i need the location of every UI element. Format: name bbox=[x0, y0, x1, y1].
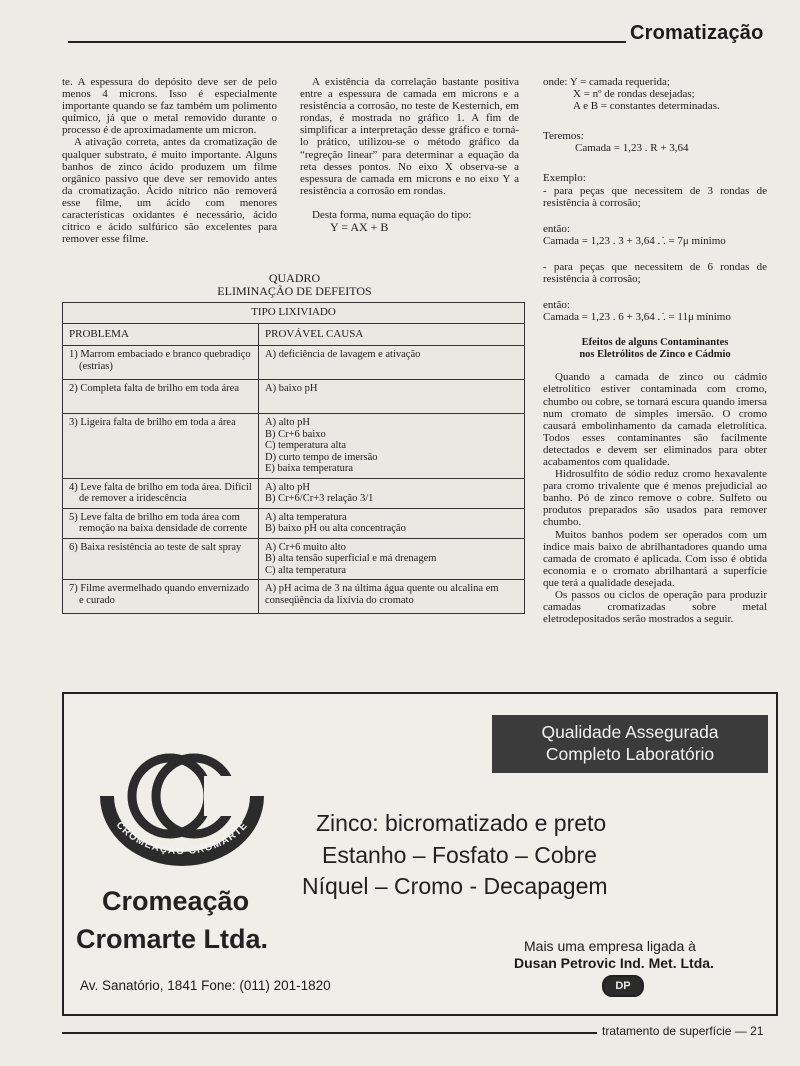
banner-line: Qualidade Assegurada bbox=[541, 722, 719, 742]
cause-item: B) alta tensão superficial e má drenagem bbox=[265, 553, 437, 564]
defects-table bbox=[62, 302, 525, 614]
problem-cell bbox=[63, 478, 259, 508]
table-row bbox=[63, 508, 525, 538]
calc-line: Camada = 1,23 . 6 + 3,64 . ̇. = 11μ mínimo bbox=[543, 311, 731, 324]
cause-item: B) baixo pH ou alta concentração bbox=[265, 523, 406, 534]
cause-item: C) temperatura alta bbox=[265, 440, 347, 451]
text-column-3 bbox=[543, 76, 767, 625]
equation: Y = AX + B bbox=[330, 220, 389, 235]
cause-item: A) alto pH bbox=[265, 481, 310, 493]
table-row bbox=[63, 346, 525, 380]
paragraph: Os passos ou ciclos de operação para produzir camadas cromatizadas sobre metal eletrodepositados serão mostrados a seguir. bbox=[543, 589, 767, 626]
cause-item: B) Cr+6 baixo bbox=[265, 428, 326, 440]
entao-label: então: bbox=[543, 222, 570, 235]
quality-banner bbox=[492, 715, 768, 773]
column-header-problema: PROBLEMA bbox=[63, 323, 259, 346]
cause-item: A) Cr+6 muito alto bbox=[265, 541, 346, 553]
paragraph: A existência da correlação bastante positiva entre a espessura de camada em microns e a resistência a corrosão, no teste de Kesternich, em rondas, é mostrada no gráfico 1. A fim de simplificar a interpretação desse gráfico e torná-lo prático, utilizou-se o método gráfico da “regreção linear” para determinar a equação da reta desses pontos. No eixo X observa-se a espessura de camada em microns e no eixo Y a resistência a corrosão em rondas. bbox=[300, 76, 519, 197]
problem-cell bbox=[63, 346, 259, 380]
paragraph: Muitos banhos podem ser operados com um índice mais baixo de abrilhantadores quando uma camada de cromato é aplicada. Com isso é obtida economia e o cromato abrilhantará a superfície que terá a qualidade desejada. bbox=[543, 528, 767, 589]
paragraph: Quando a camada de zinco ou cádmio eletrolítico estiver contaminada com cromo, chumbo ou cobre, se tornará escura quando imersa num cromato de simples imersão. O cromo causará embolinhamento da camada eletrolítica. Todos esses contaminantes são facilmente detectados e devem ser eliminados para obter acabamentos com qualidade. bbox=[543, 371, 767, 468]
problem-cell bbox=[63, 508, 259, 538]
problem-cell bbox=[63, 538, 259, 580]
table-group-header: TIPO LIXIVIADO bbox=[63, 303, 525, 324]
paragraph: te. A espessura do depósito deve ser de pelo menos 4 microns. Isso é especialmente importante quando se faz também um polimento químico, já que o metal removido durante o processo é de aproximadamente um micron. bbox=[62, 76, 277, 137]
service-line: Níquel – Cromo - Decapagem bbox=[302, 873, 608, 899]
cause-item: A) alto pH bbox=[265, 417, 310, 428]
cause-cell bbox=[259, 414, 525, 479]
table-row bbox=[63, 380, 525, 414]
cause-item: A) deficiência de lavagem e ativação bbox=[265, 349, 421, 360]
company-name-line2: Cromarte Ltda. bbox=[76, 924, 269, 954]
cause-cell bbox=[259, 478, 525, 508]
service-line: Estanho – Fosfato – Cobre bbox=[322, 842, 597, 868]
where-line: A e B = constantes determinadas. bbox=[573, 100, 720, 113]
example-case: - para peças que necessitem de 6 rondas de resistência à corrosão; bbox=[543, 260, 767, 286]
parent-company-note: Mais uma empresa ligada à bbox=[524, 938, 696, 954]
footer-rule bbox=[62, 1032, 597, 1034]
cause-item: A) pH acima de 3 na última água quente ou alcalina em conseqüência da lixívia do cromato bbox=[265, 583, 499, 606]
paragraph: Desta forma, numa equação do tipo: bbox=[312, 208, 472, 221]
parent-company-name: Dusan Petrovic Ind. Met. Ltda. bbox=[514, 955, 714, 971]
subheading-line: Efeitos de alguns Contaminantes bbox=[581, 337, 729, 349]
quadro-title-line: ELIMINAÇÃO DE DEFEITOS bbox=[217, 284, 372, 298]
cause-item: A) alta temperatura bbox=[265, 511, 347, 523]
cause-item: D) curto tempo de imersão bbox=[265, 451, 378, 463]
entao-label: então: bbox=[543, 299, 570, 312]
problem-cell bbox=[63, 580, 259, 614]
logo-ring-text: CROMEAÇÃO CROMARTE bbox=[113, 819, 251, 858]
cause-item: E) baixa temperatura bbox=[265, 463, 354, 474]
problem-text: 6) Baixa resistência ao teste de salt spray bbox=[69, 541, 242, 553]
cause-item: B) Cr+6/Cr+3 relação 3/1 bbox=[265, 493, 374, 504]
section-title: Cromatização bbox=[630, 22, 764, 44]
company-address: Av. Sanatório, 1841 Fone: (011) 201-1820 bbox=[80, 978, 331, 993]
header-rule bbox=[68, 41, 626, 43]
table-body bbox=[63, 346, 525, 614]
cause-cell bbox=[259, 346, 525, 380]
paragraph: Hidrosulfito de sódio reduz cromo hexavalente para cromo trivalente que é menos prejudicial ao banho. Pó de zinco remove o cobre. Sulfeto ou produtos preparados são usados para remover chumbo. bbox=[543, 468, 767, 529]
company-name-line1: Cromeação bbox=[102, 886, 250, 916]
problem-text: 3) Ligeira falta de brilho em toda a área bbox=[69, 417, 236, 428]
example-case: - para peças que necessitem de 3 rondas de resistência à corrosão; bbox=[543, 184, 767, 209]
calc-line: Camada = 1,23 . 3 + 3,64 . ̇. = 7μ mínimo bbox=[543, 234, 726, 247]
text-column-2 bbox=[300, 76, 519, 233]
table-row bbox=[63, 478, 525, 508]
dp-logo: DP bbox=[602, 975, 644, 997]
cause-cell bbox=[259, 508, 525, 538]
subheading-line: nos Eletrólitos de Zinco e Cádmio bbox=[579, 349, 731, 361]
service-line: Zinco: bicromatizado e preto bbox=[316, 810, 607, 836]
quadro-title-line: QUADRO bbox=[268, 271, 321, 285]
column-header-causa: PROVÁVEL CAUSA bbox=[259, 323, 525, 346]
problem-text: 4) Leve falta de brilho em toda área. Difícil de remover a iridescência bbox=[69, 481, 252, 504]
cause-cell bbox=[259, 538, 525, 580]
banner-line: Completo Laboratório bbox=[545, 744, 715, 764]
quadro-title bbox=[62, 272, 527, 298]
cause-item: A) baixo pH bbox=[265, 383, 318, 394]
teremos-label: Teremos: bbox=[543, 130, 584, 143]
text-column-1 bbox=[62, 76, 277, 245]
cause-cell bbox=[259, 380, 525, 414]
problem-text: 2) Completa falta de brilho em toda área bbox=[69, 383, 239, 394]
cause-cell bbox=[259, 580, 525, 614]
cromarte-logo bbox=[92, 748, 272, 878]
where-line: X = nº de rondas desejadas; bbox=[573, 88, 695, 101]
paragraph: A ativação correta, antes da cromatização de qualquer substrato, é muito importante. Alguns banhos de zinco ácido produzem um filme orgânico passivo que deve ser removido antes da cromatização. Ácido nítrico não removerá esse filme, um ácido com menores características oxidantes é necessário, ácido cítrico e ácido sulfúrico são excelentes para remover esse filme. bbox=[62, 136, 277, 246]
table-row bbox=[63, 538, 525, 580]
table-row bbox=[63, 580, 525, 614]
where-line: onde: Y = camada requerida; bbox=[543, 76, 670, 88]
subheading bbox=[543, 337, 767, 361]
problem-text: 5) Leve falta de brilho em toda área com remoção na baixa densidade de corrente bbox=[69, 511, 248, 534]
formula: Camada = 1,23 . R + 3,64 bbox=[575, 142, 689, 155]
exemplo-label: Exemplo: bbox=[543, 172, 586, 185]
problem-text: 7) Filme avermelhado quando envernizado e curado bbox=[69, 583, 250, 606]
page-footer: tratamento de superfície — 21 bbox=[602, 1024, 764, 1038]
problem-cell bbox=[63, 380, 259, 414]
problem-text: 1) Marrom embaciado e branco quebradiço (estrias) bbox=[69, 349, 251, 372]
problem-cell bbox=[63, 414, 259, 479]
table-row bbox=[63, 414, 525, 479]
cause-item: C) alta temperatura bbox=[265, 564, 347, 576]
